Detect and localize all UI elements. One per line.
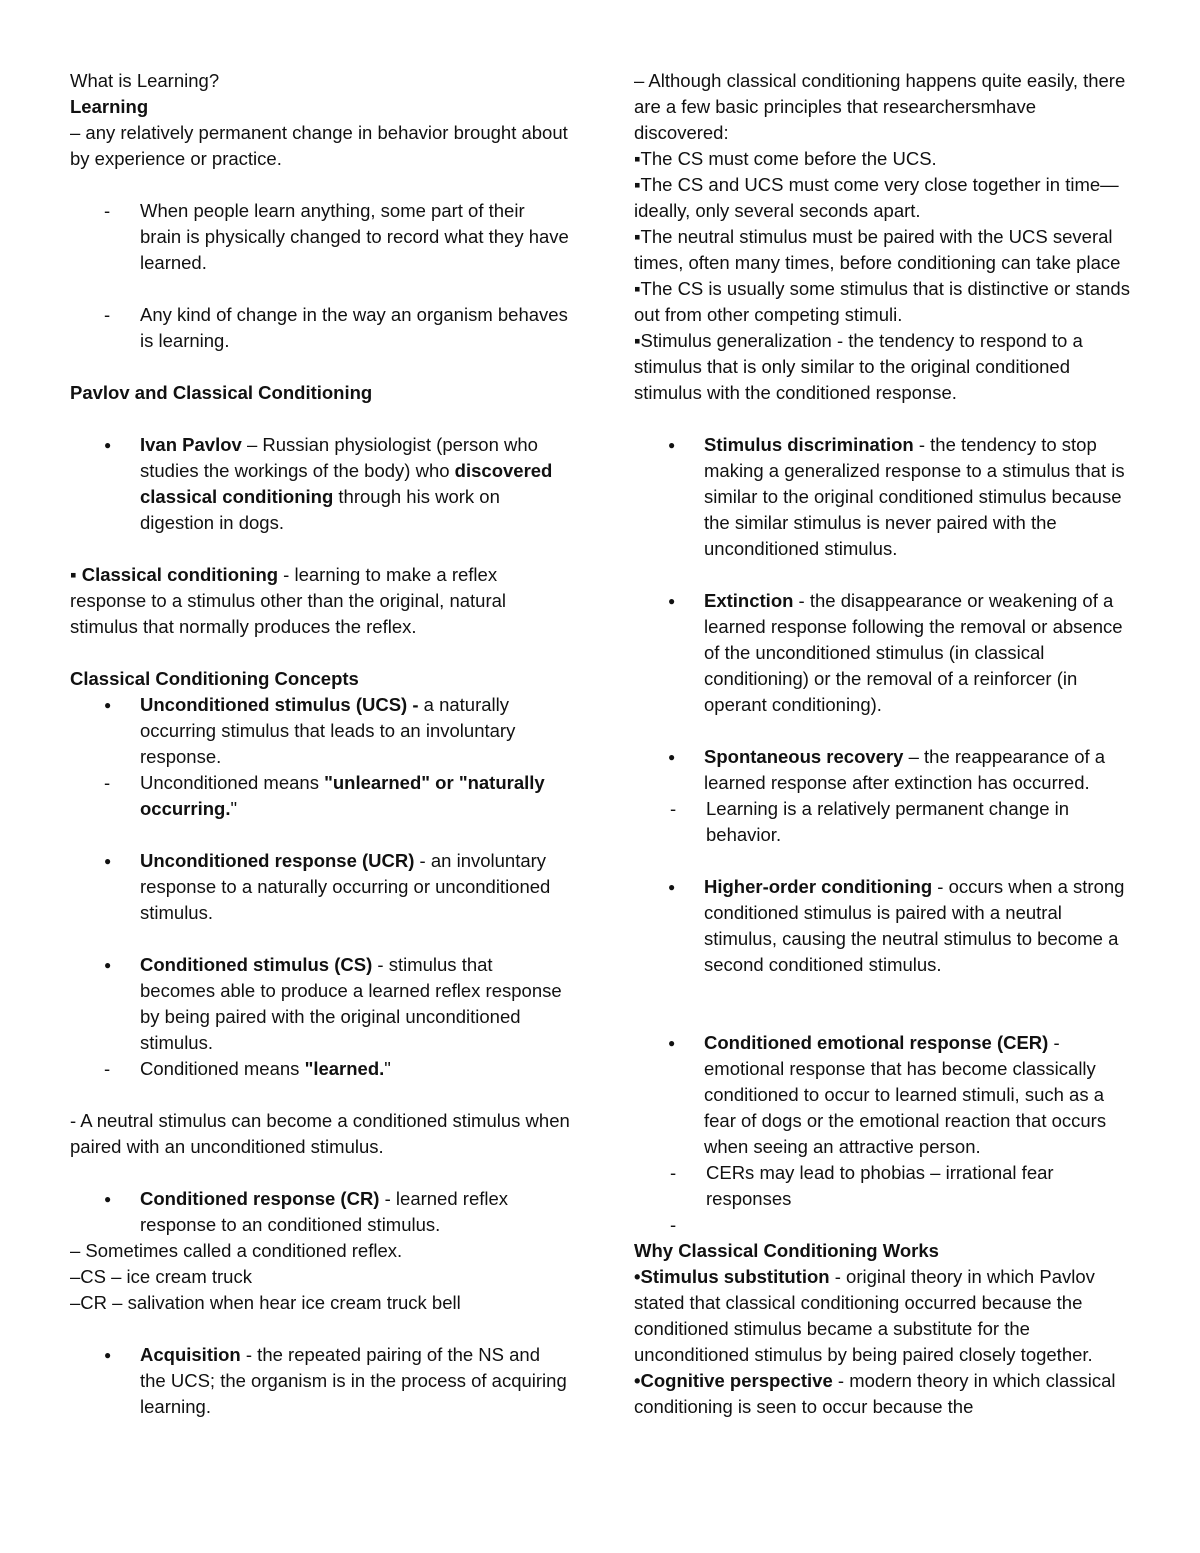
ucs-note: - Unconditioned means "unlearned" or "naturally occurring."	[70, 770, 570, 822]
principle: ▪The CS must come before the UCS.	[634, 148, 937, 169]
cer-item: ● Conditioned emotional response (CER) - emotional response that has become classically conditioned to occur to learned stimuli, such as a fear of dogs or the emotional reaction that occurs when seeing an attractive person.	[634, 1030, 1134, 1160]
higher-order-item: ● Higher-order conditioning - occurs when a strong conditioned stimulus is paired with a neutral stimulus, causing the neutral stimulus to become a second conditioned stimulus.	[634, 874, 1134, 978]
page-title: What is Learning?	[70, 70, 220, 91]
concepts-heading: Classical Conditioning Concepts	[70, 668, 359, 689]
bullet-icon	[668, 432, 688, 460]
bullet-icon	[104, 1186, 124, 1214]
acquisition-item: ● Acquisition - the repeated pairing of the NS and the UCS; the organism is in the process of acquiring learning.	[70, 1342, 570, 1420]
cr-line: –CS – ice cream truck	[70, 1266, 252, 1287]
cr-item: ● Conditioned response (CR) - learned reflex response to an conditioned stimulus.	[70, 1186, 570, 1238]
dash-marker	[670, 796, 690, 822]
principle: ▪The neutral stimulus must be paired with the UCS several times, often many times, before conditioning can take place	[634, 226, 1121, 273]
learning-point: - When people learn anything, some part of their brain is physically changed to record what they have learned.	[70, 198, 570, 276]
bullet-icon	[104, 432, 124, 460]
principle: ▪The CS is usually some stimulus that is distinctive or stands out from other competing stimuli.	[634, 278, 1130, 325]
bullet-icon	[104, 952, 124, 980]
right-column	[634, 68, 1134, 1420]
principle: ▪Stimulus generalization - the tendency to respond to a stimulus that is only similar to the original conditioned stimulus with the conditioned response.	[634, 330, 1083, 403]
cr-line: –CR – salivation when hear ice cream truck bell	[70, 1292, 461, 1313]
dash-marker	[670, 1160, 690, 1186]
recovery-note: - Learning is a relatively permanent change in behavior.	[564, 796, 1134, 848]
cognitive-text: •Cognitive perspective - modern theory in which classical conditioning is seen to occur because the	[634, 1370, 1116, 1417]
learning-heading: Learning	[70, 96, 149, 117]
learning-definition: – any relatively permanent change in behavior brought about by experience or practice.	[70, 122, 568, 169]
substitution-text: •Stimulus substitution - original theory in which Pavlov stated that classical conditioning occurred because the conditioned stimulus became a substitute for the unconditioned stimulus by being paired closely together.	[634, 1266, 1095, 1365]
cr-line: – Sometimes called a conditioned reflex.	[70, 1240, 403, 1261]
recovery-item: ● Spontaneous recovery – the reappearance of a learned response after extinction has occurred.	[634, 744, 1134, 796]
dash-marker	[104, 770, 124, 796]
dash-marker	[104, 302, 124, 328]
bullet-icon	[668, 744, 688, 772]
ucr-item: ● Unconditioned response (UCR) - an involuntary response to a naturally occurring or unconditioned stimulus.	[70, 848, 570, 926]
dash-marker	[104, 198, 124, 224]
cer-note: - CERs may lead to phobias – irrational fear responses	[564, 1160, 1134, 1212]
cs-note: - Conditioned means "learned."	[70, 1056, 570, 1082]
learning-point: - Any kind of change in the way an organism behaves is learning.	[70, 302, 570, 354]
bullet-icon	[104, 848, 124, 876]
principles-intro: – Although classical conditioning happens quite easily, there are a few basic principles that researchersmhave discovered:	[634, 70, 1126, 143]
classical-conditioning-definition: ▪ Classical conditioning - learning to make a reflex response to a stimulus other than the original, natural stimulus that normally produces the reflex.	[70, 564, 507, 637]
left-column	[70, 68, 570, 1420]
dash-marker	[104, 1056, 124, 1082]
ucs-item: ● Unconditioned stimulus (UCS) - a naturally occurring stimulus that leads to an involuntary response.	[70, 692, 570, 770]
dash-marker	[670, 1212, 690, 1238]
extinction-item: ● Extinction - the disappearance or weakening of a learned response following the removal or absence of the unconditioned stimulus (in classical conditioning) or the removal of a reinforcer (in operant conditioning).	[634, 588, 1134, 718]
cs-item: ● Conditioned stimulus (CS) - stimulus that becomes able to produce a learned reflex response by being paired with the original unconditioned stimulus.	[70, 952, 570, 1056]
empty-dash	[564, 1212, 1134, 1238]
pavlov-heading: Pavlov and Classical Conditioning	[70, 382, 373, 403]
principle: ▪The CS and UCS must come very close together in time—ideally, only several seconds apart.	[634, 174, 1119, 221]
pavlov-item: ● Ivan Pavlov – Russian physiologist (person who studies the workings of the body) who discovered classical conditioning through his work on digestion in dogs.	[70, 432, 570, 536]
bullet-icon	[104, 692, 124, 720]
why-heading: Why Classical Conditioning Works	[634, 1240, 939, 1261]
bullet-icon	[668, 874, 688, 902]
neutral-stimulus-note: - A neutral stimulus can become a conditioned stimulus when paired with an unconditioned stimulus.	[70, 1110, 570, 1157]
bullet-icon	[668, 1030, 688, 1058]
discrimination-item: ● Stimulus discrimination - the tendency to stop making a generalized response to a stimulus that is similar to the original conditioned stimulus because the similar stimulus is never paired with the unconditioned stimulus.	[634, 432, 1134, 562]
bullet-icon	[104, 1342, 124, 1370]
bullet-icon	[668, 588, 688, 616]
